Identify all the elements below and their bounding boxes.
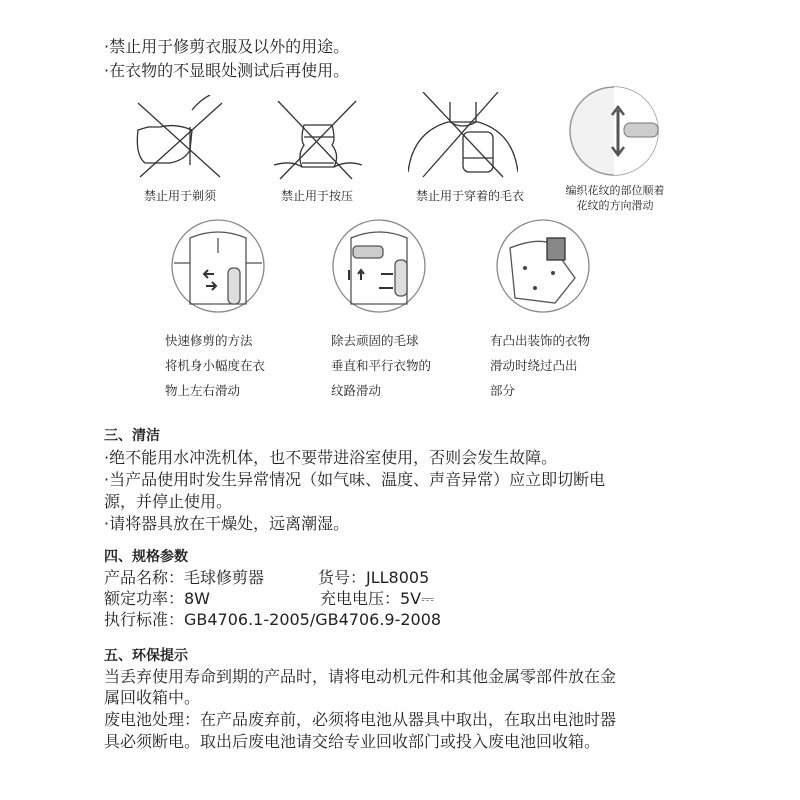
cleaning-line: 源，并停止使用。 — [104, 492, 233, 511]
caption-line: 纹路滑动 — [331, 383, 382, 398]
environment-line: 具必须断电。取出后废电池请交给专业回收部门或投入废电池回收箱。 — [104, 732, 601, 751]
no-shaving-illustration — [130, 95, 230, 185]
caption-decorated-clothes — [490, 328, 590, 403]
caption-line: 花纹的方向滑动 — [576, 199, 654, 212]
caption-no-shaving: 禁止用于剃须 — [143, 189, 216, 203]
environment-line: 废电池处理：在产品废弃前，必须将电池从器具中取出，在取出电池时器 — [104, 710, 617, 729]
no-worn-sweater-illustration — [408, 92, 518, 182]
cleaning-heading: 三、清洁 — [104, 428, 160, 444]
caption-line: 除去顽固的毛球 — [331, 333, 419, 348]
caption-no-worn-sweater: 禁止用于穿着的毛衣 — [415, 189, 524, 203]
cleaning-line: ·当产品使用时发生异常情况（如气味、温度、声音异常）应立即切断电 — [104, 470, 606, 489]
caption-quick-trim — [165, 328, 265, 403]
environment-line: 当丢弃使用寿命到期的产品时，请将电动机元件和其他金属零部件放在金 — [104, 667, 617, 686]
warning-line: ·禁止用于修剪衣服及以外的用途。 — [104, 37, 350, 56]
caption-knit-pattern — [560, 183, 670, 213]
cleaning-line: ·请将器具放在干燥处，远离潮湿。 — [104, 514, 350, 533]
spec-product-name: 产品名称：毛球修剪器 — [104, 568, 265, 587]
warning-line: ·在衣物的不显眼处测试后再使用。 — [104, 61, 350, 80]
decorated-clothes-illustration — [495, 218, 591, 314]
caption-line: 部分 — [490, 383, 516, 398]
caption-line: 编织花纹的部位顺着 — [565, 184, 665, 197]
quick-trim-illustration — [170, 218, 266, 314]
spec-charge-voltage: 充电电压：5V⎓ — [320, 589, 434, 608]
caption-no-pressing: 禁止用于按压 — [280, 189, 353, 203]
caption-line: 滑动时绕过凸出 — [490, 358, 578, 373]
stubborn-pills-illustration — [331, 218, 427, 314]
caption-line: 将机身小幅度在衣 — [165, 358, 266, 373]
caption-line: 物上左右滑动 — [165, 383, 241, 398]
knit-pattern-illustration — [568, 85, 660, 177]
caption-line: 快速修剪的方法 — [165, 333, 253, 348]
spec-model: 货号：JLL8005 — [318, 568, 430, 587]
caption-line: 有凸出装饰的衣物 — [490, 333, 591, 348]
caption-line: 垂直和平行衣物的 — [331, 358, 432, 373]
spec-standard: 执行标准：GB4706.1-2005/GB4706.9-2008 — [104, 610, 442, 629]
caption-stubborn-pills — [331, 328, 431, 403]
spec-power: 额定功率：8W — [104, 589, 211, 608]
cleaning-line: ·绝不能用水冲洗机体，也不要带进浴室使用，否则会发生故障。 — [104, 448, 558, 467]
environment-heading: 五、环保提示 — [104, 648, 188, 664]
specs-heading: 四、规格参数 — [104, 549, 188, 565]
environment-line: 属回收箱中。 — [104, 688, 201, 707]
no-pressing-illustration — [272, 95, 362, 185]
